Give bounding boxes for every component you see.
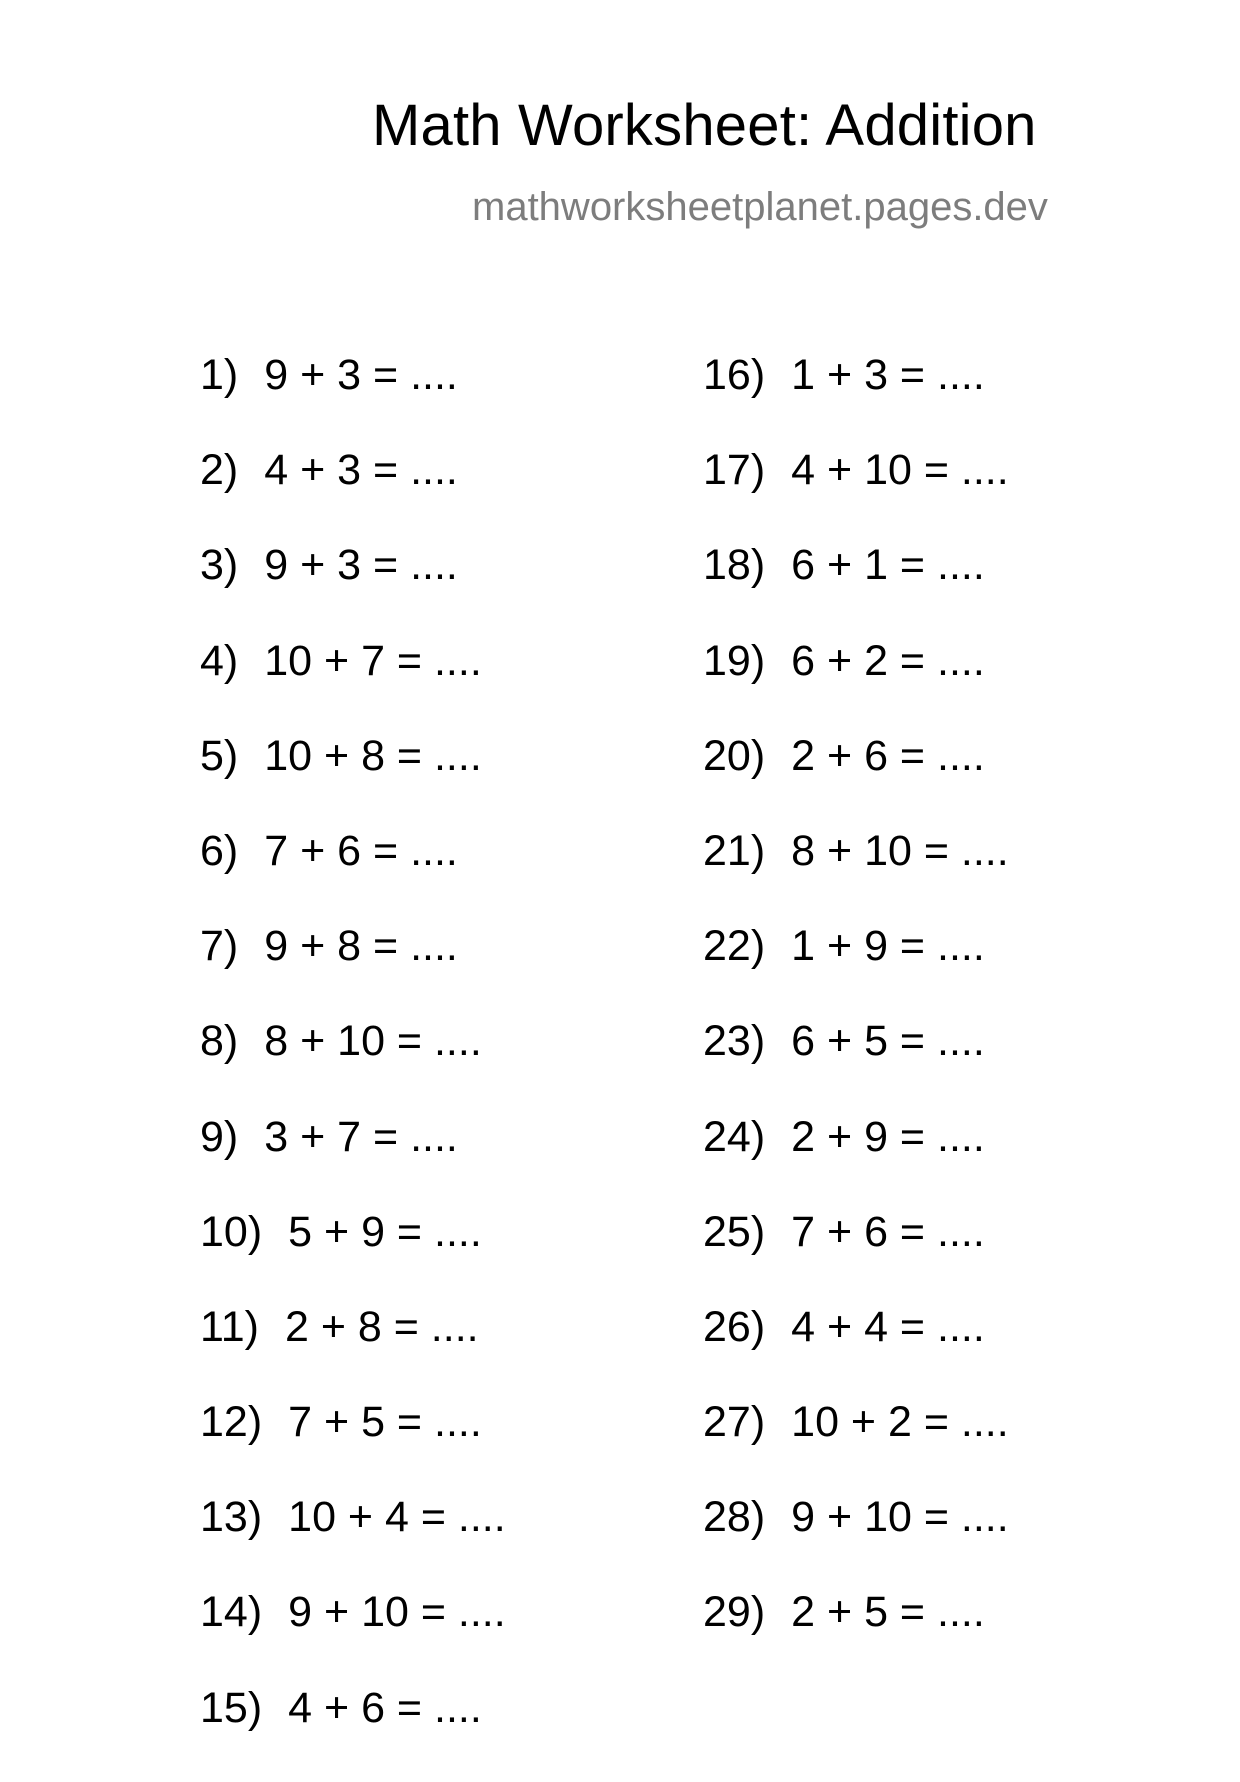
problem-number: 1) <box>200 351 239 399</box>
problem-expression: 6 + 5 = .... <box>791 1017 985 1066</box>
problem-column-left <box>200 351 506 1782</box>
problem-item <box>703 541 1009 639</box>
worksheet-title: Math Worksheet: Addition <box>372 93 1037 158</box>
problem-number: 24) <box>703 1112 766 1161</box>
problem-item <box>200 922 506 1020</box>
problem-expression: 10 + 8 = .... <box>264 731 482 780</box>
problem-number: 11) <box>200 1302 259 1351</box>
problem-number: 8) <box>200 1017 239 1066</box>
problem-expression: 4 + 10 = .... <box>791 446 1009 495</box>
problem-number: 23) <box>703 1017 766 1066</box>
problem-expression: 3 + 7 = .... <box>264 1112 458 1161</box>
problem-expression: 5 + 9 = .... <box>288 1207 482 1256</box>
problem-number: 5) <box>200 731 239 780</box>
problem-expression: 2 + 5 = .... <box>791 1588 985 1637</box>
problem-number: 9) <box>200 1112 239 1161</box>
problem-number: 3) <box>200 541 239 590</box>
problem-item <box>200 1683 506 1782</box>
problem-number: 16) <box>703 351 766 399</box>
problem-number: 19) <box>703 636 766 685</box>
problem-item <box>200 636 506 735</box>
problem-number: 18) <box>703 541 766 590</box>
problem-number: 4) <box>200 636 239 685</box>
problem-number: 12) <box>200 1398 263 1447</box>
problem-expression: 2 + 6 = .... <box>791 731 985 780</box>
problem-expression: 7 + 6 = .... <box>791 1207 985 1256</box>
problem-expression: 9 + 3 = .... <box>264 541 458 590</box>
problem-expression: 6 + 2 = .... <box>791 636 985 685</box>
problem-item <box>200 1112 506 1211</box>
problem-item <box>200 351 506 449</box>
problem-item <box>703 1588 1009 1686</box>
problem-number: 2) <box>200 446 239 495</box>
problem-expression: 2 + 8 = .... <box>284 1302 479 1351</box>
problem-item <box>200 446 506 544</box>
problem-number: 6) <box>200 826 239 875</box>
problem-item <box>703 826 1009 925</box>
problem-number: 22) <box>703 922 766 971</box>
problem-expression: 9 + 8 = .... <box>264 922 458 971</box>
problem-number: 14) <box>200 1588 263 1637</box>
problem-number: 21) <box>703 826 766 875</box>
problem-number: 10) <box>200 1207 263 1256</box>
problem-expression: 7 + 6 = .... <box>264 826 458 875</box>
problem-expression: 1 + 9 = .... <box>791 922 985 971</box>
problem-expression: 2 + 9 = .... <box>791 1112 985 1161</box>
problem-item <box>703 446 1009 544</box>
problem-number: 20) <box>703 731 766 780</box>
problem-number: 27) <box>703 1398 766 1447</box>
problem-item <box>703 1207 1009 1306</box>
problem-item <box>703 922 1009 1020</box>
problem-item <box>703 636 1009 735</box>
problem-expression: 10 + 7 = .... <box>264 636 482 685</box>
problem-item <box>200 826 506 925</box>
problem-item <box>200 1302 506 1401</box>
problem-item <box>703 1017 1009 1115</box>
problem-number: 7) <box>200 922 239 971</box>
problem-item <box>200 1588 506 1686</box>
problem-expression: 4 + 6 = .... <box>288 1683 482 1732</box>
problem-expression: 4 + 3 = .... <box>264 446 458 495</box>
problem-expression: 7 + 5 = .... <box>288 1398 482 1447</box>
problem-number: 25) <box>703 1207 766 1256</box>
problem-item <box>703 1302 1009 1401</box>
problem-expression: 10 + 4 = .... <box>288 1493 506 1542</box>
website-url: mathworksheetplanet.pages.dev <box>472 185 1048 229</box>
problem-expression: 8 + 10 = .... <box>791 826 1009 875</box>
problem-expression: 9 + 10 = .... <box>791 1493 1009 1542</box>
problem-expression: 9 + 3 = .... <box>264 351 458 399</box>
problem-item <box>703 731 1009 830</box>
problem-number: 29) <box>703 1588 766 1637</box>
problem-expression: 1 + 3 = .... <box>791 351 985 399</box>
problem-expression: 6 + 1 = .... <box>791 541 985 590</box>
problem-item <box>200 1493 506 1591</box>
problem-item <box>200 1207 506 1306</box>
problem-item <box>703 1493 1009 1591</box>
problem-number: 26) <box>703 1302 766 1351</box>
problem-number: 17) <box>703 446 766 495</box>
problem-expression: 9 + 10 = .... <box>288 1588 506 1637</box>
problem-item <box>703 1398 1009 1496</box>
problem-item <box>200 1398 506 1496</box>
problem-item <box>703 1112 1009 1211</box>
problem-item <box>200 1017 506 1115</box>
problem-number: 15) <box>200 1683 263 1732</box>
problem-number: 13) <box>200 1493 263 1542</box>
problem-expression: 10 + 2 = .... <box>791 1398 1009 1447</box>
problem-item <box>200 731 506 830</box>
problem-column-right <box>703 351 1009 1687</box>
problem-number: 28) <box>703 1493 766 1542</box>
problem-item <box>703 351 1009 449</box>
problem-expression: 8 + 10 = .... <box>264 1017 482 1066</box>
problem-expression: 4 + 4 = .... <box>791 1302 985 1351</box>
problem-item <box>200 541 506 639</box>
